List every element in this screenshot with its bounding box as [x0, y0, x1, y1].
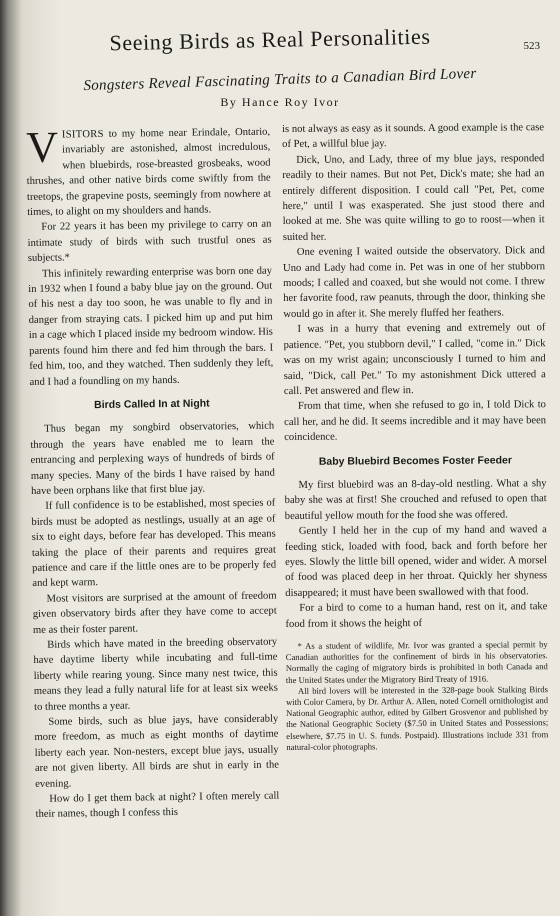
paragraph: I was in a hurry that evening and extremely out of patience. "Pet, you stubborn devil," I called, "come in." Dick was on my wrist again; unconsciously I turned to him and said, "Dick, call Pet." To my astonishment Dick uttered a call. Pet answered and flew in. — [283, 322, 546, 397]
section-heading: Baby Bluebird Becomes Foster Feeder — [318, 453, 512, 468]
footnote: All bird lovers will be interested in the 328-page book Stalking Birds with Color Camera, by Dr. Arthur A. Allen, noted Cornell ornithologist and National Geographic author, edited by Gilbert Grosvenor and published by the National Geographic Society ($7.50 in United States and Possessions; elsewhere, $7.75 in U. S. funds. Postpaid). Illustrations include 331 from natural-color photographs. — [286, 683, 549, 752]
paragraph: From that time, when she refused to go in, I told Dick to call her, and he did. It seems incredible and it may have been coincidence. — [284, 399, 547, 444]
footnotes — [286, 639, 549, 753]
paragraph: One evening I waited outside the observatory. Dick and Uno and Lady had come in. Pet was in one of her stubborn moods; I called and coaxed, but she would not come. I threw her favorite food, raw peanuts, through the door, thinking she would go in after it. She merely fluffed her feathers. — [282, 245, 546, 320]
article-subtitle: Songsters Reveal Fascinating Traits to a Canadian Bird Lover — [83, 65, 477, 95]
paragraph: Birds which have mated in the breeding observatory have daytime liberty while incubating and full-time liberty while rearing young. Since many nest twice, this means they lead a fully natural life for at least six weeks to three months a year. — [33, 636, 278, 713]
footnote: * As a student of wildlife, Mr. Ivor was granted a special permit by Canadian authorities for the confinement of birds in his observatories. Normally the caging of migratory birds is prohibited in both Canada and the United States under the Migratory Bird Treaty of 1916. — [285, 639, 548, 685]
paragraph: Dick, Uno, and Lady, three of my blue jays, responded readily to their names. But not Pet, Dick's mate; she had an entirely different disposition. I could call "Pet, Pet, come here," until I was exasperated. She just stood there and looked at me. She was quite willing to go to roost—when it suited her. — [282, 152, 545, 243]
paragraph: Some birds, such as blue jays, have considerably more freedom, as much as eight months of daytime liberty each year. Non-nesters, except blue jays, usually are not given liberty. All birds are shut in early in the evening. — [34, 713, 279, 790]
byline: By Hance Roy Ivor — [220, 95, 340, 109]
paragraph: If full confidence is to be established, most species of birds must be adopted as nestlings, usually at an age of six to eight days, before fear has developed. This means taking the place of their parents and requires great patience and care if the little ones are to be properly fed and kept warm. — [31, 497, 277, 590]
section-heading: Birds Called In at Night — [94, 397, 210, 411]
right-column — [282, 120, 548, 753]
paragraph: is not always as easy as it sounds. A good example is the case of Pet, a willful blue jay. — [282, 122, 545, 151]
paragraph: This infinitely rewarding enterprise was born one day in 1932 when I found a baby blue jay on the ground. Out of his nest a day too soon, he was unable to fly and in danger from straying cats. I picked him up and put him in a cage which I placed inside my bedroom window. His parents found him there and fed him through the bars. I fed him, too, and they watched. Then suddenly they left, and I had a foundling on my hands. — [28, 265, 274, 388]
paragraph: For 22 years it has been my privilege to carry on an intimate study of birds with such trustful ones as subjects.* — [27, 219, 272, 265]
intro-smallcaps: ISITORS — [61, 128, 104, 141]
paragraph: Most visitors are surprised at the amount of freedom given observatory birds after they have come to accept me as their foster parent. — [32, 590, 277, 636]
paragraph: How do I get them back at night? I often merely call their names, though I confess this — [35, 790, 280, 821]
paragraph-intro — [25, 122, 272, 221]
paragraph: Thus began my songbird observatories, which through the years have enabled me to learn the entrancing and perplexing ways of hundreds of birds of many species. Many of the birds I have raised by hand have been orphans like that first blue jay. — [30, 420, 275, 497]
paragraph: My first bluebird was an 8-day-old nestling. What a shy baby she was at first! She crouched and refused to open that beautiful yellow mouth for the food she was offered. — [284, 478, 547, 522]
left-column — [25, 122, 280, 823]
page-number: 523 — [523, 40, 540, 52]
drop-cap: V — [25, 122, 59, 172]
paragraph: Gently I held her in the cup of my hand and waved a feeding stick, loaded with food, back and forth before her eyes. Slowly the little bill opened, wider and wider. A morsel of food was placed deep in her throat. Quickly her shyness disappeared; it must have been swallowed with that food. — [284, 524, 548, 599]
article-title: Seeing Birds as Real Personalities — [109, 23, 431, 56]
paragraph: For a bird to come to a human hand, rest on it, and take food from it shows the height of — [285, 601, 548, 630]
intro-text: to my home near Erindale, Ontario, invariably are astonished, almost incredulous, when bluebirds, rose-breasted grosbeaks, wood thrushes, and other native birds come swiftly from the treetops, the grapevine posts, seemingly from nowhere at times, to alight on my shoulders and hands. — [26, 126, 272, 219]
